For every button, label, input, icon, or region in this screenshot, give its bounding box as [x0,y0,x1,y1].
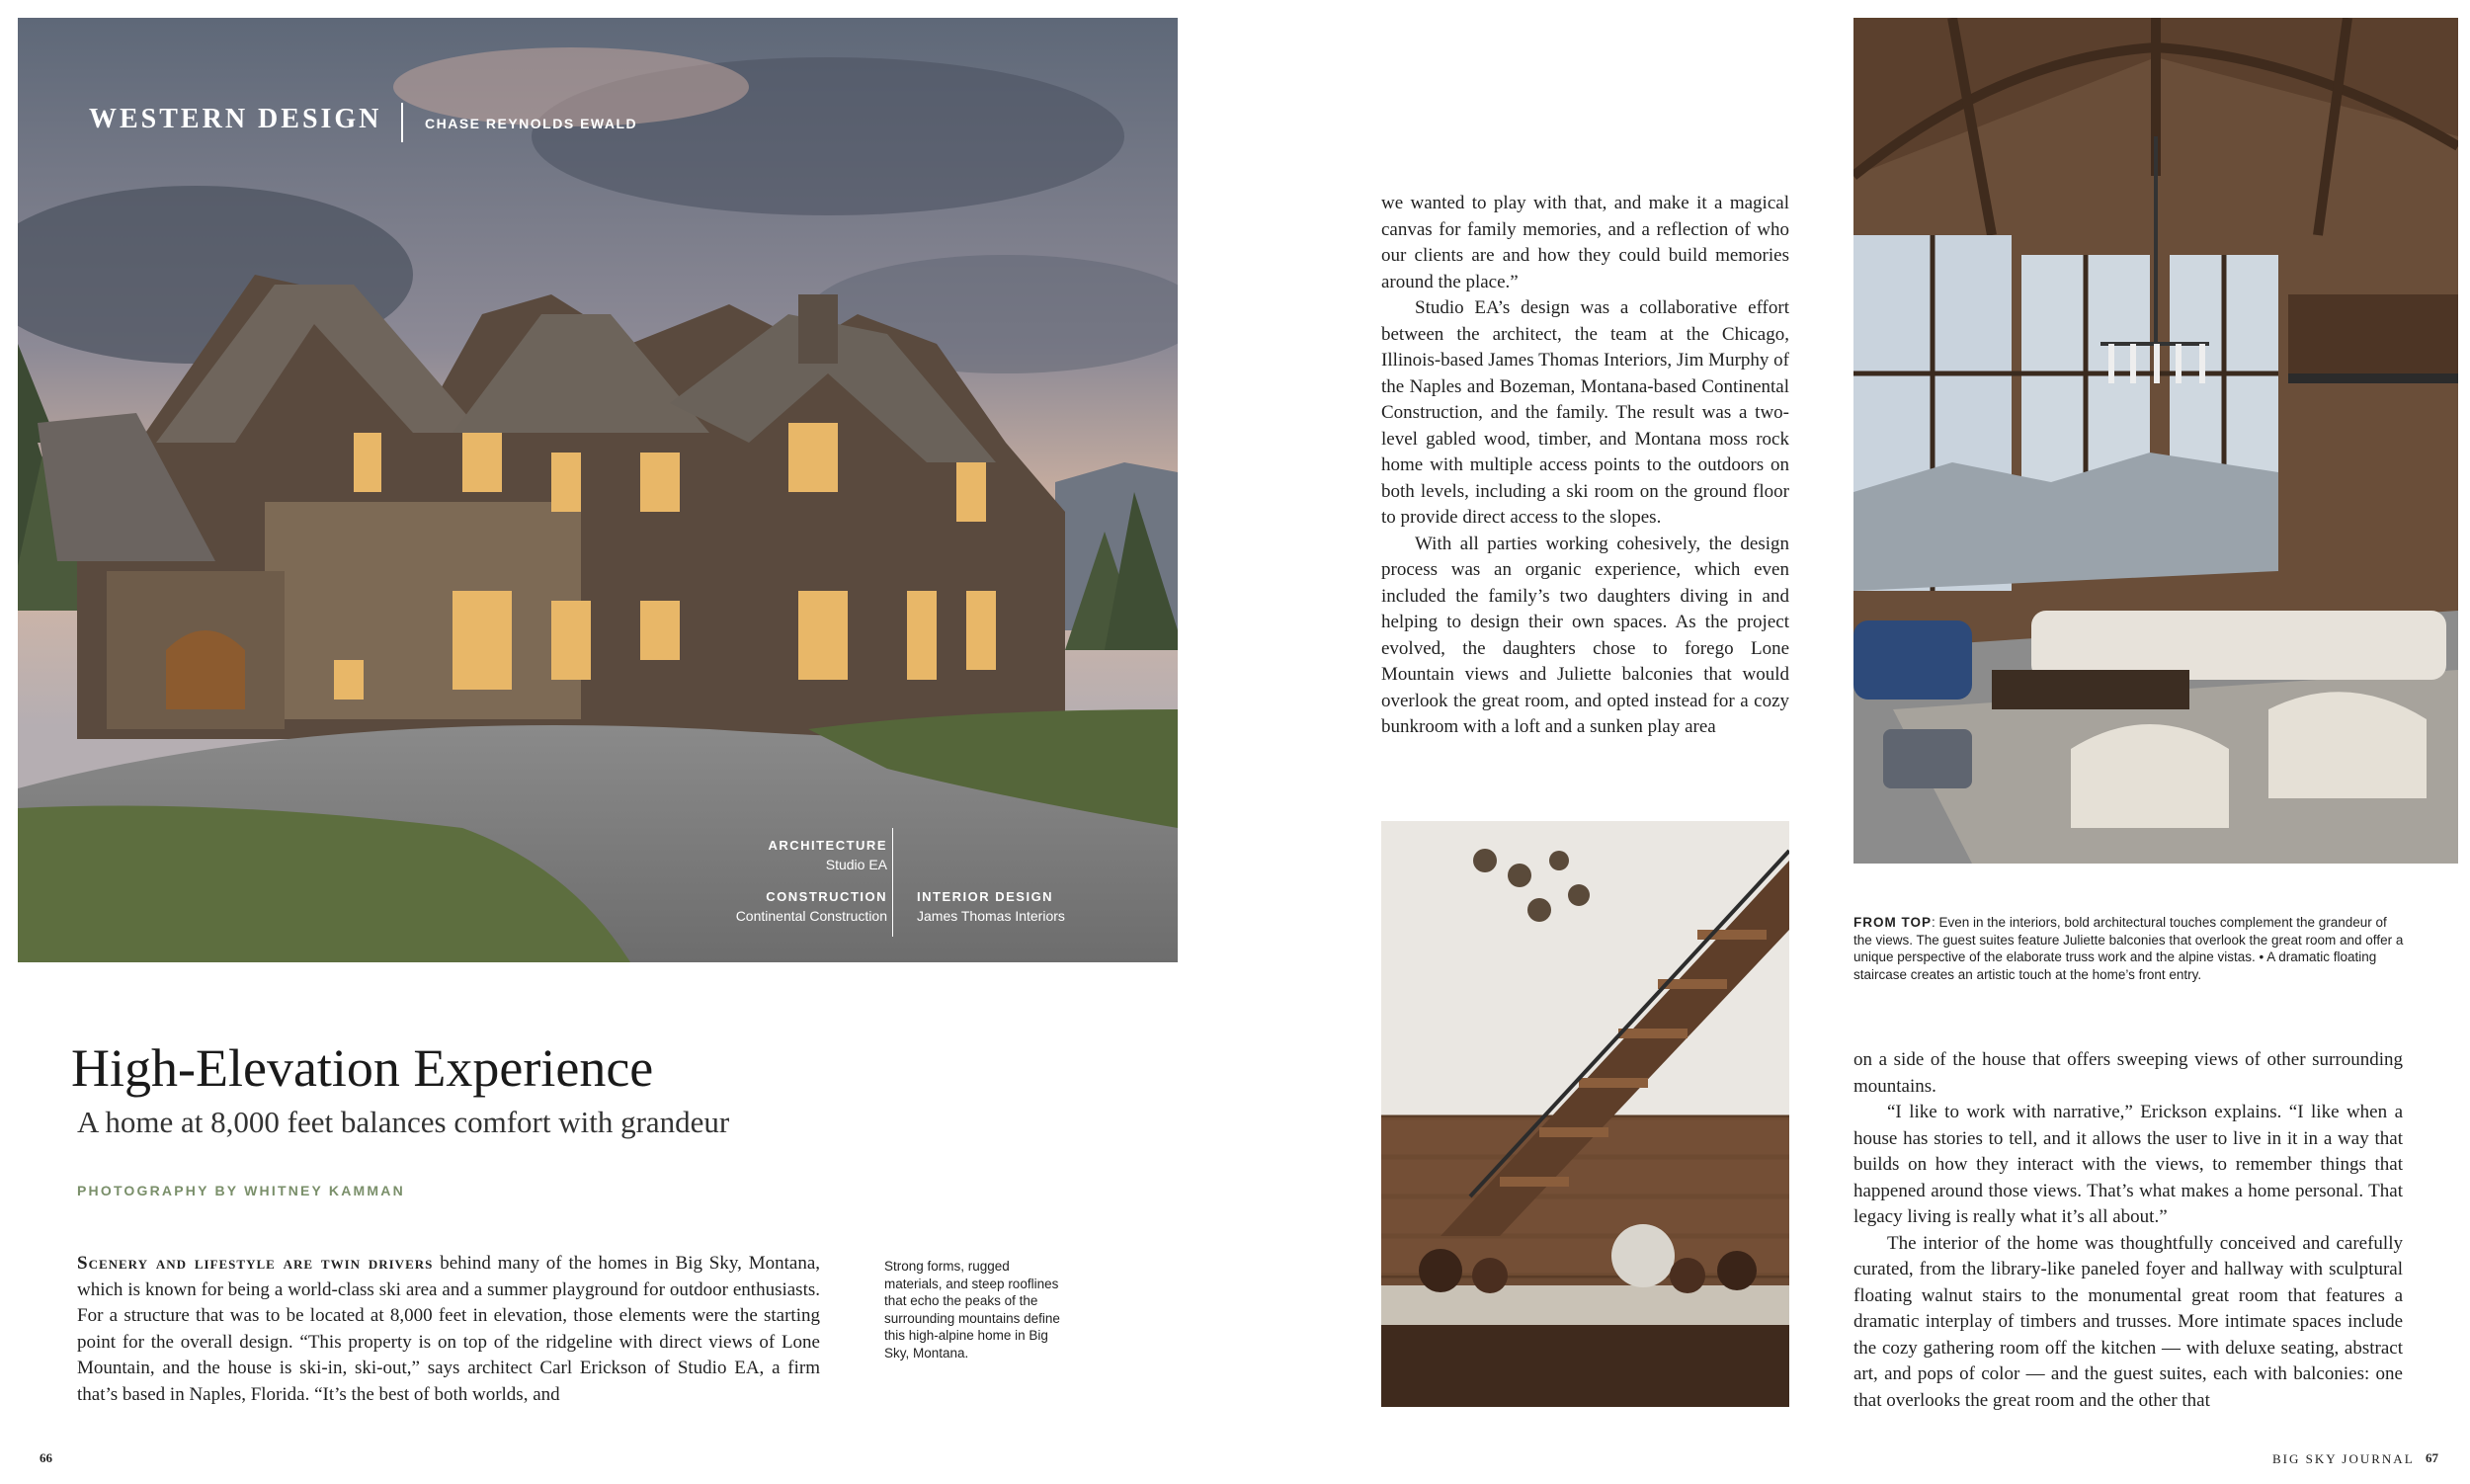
lead-in: Scenery and lifestyle are twin drivers [77,1253,434,1274]
article-title: High-Elevation Experience [71,1038,654,1098]
photo-credit: PHOTOGRAPHY BY WHITNEY KAMMAN [77,1183,405,1198]
col3-para-1: on a side of the house that offers sweeping views of other surrounding mountains. [1853,1049,2403,1097]
credit-architecture-label: ARCHITECTURE [768,838,887,853]
article-subtitle: A home at 8,000 feet balances comfort with grandeur [77,1105,730,1139]
caption-interiors-text: : Even in the interiors, bold architectural touches complement the grandeur of the views. The guest suites feature Juliette balconies that overlook the great room and offer a unique perspective of the elaborate truss work and the alpine vistas. • A dramatic floating staircase creates an artistic touch at the home’s front entry. [1853,915,2404,982]
author-byline: CHASE REYNOLDS EWALD [425,116,638,131]
caption-exterior: Strong forms, rugged materials, and steep rooflines that echo the peaks of the surrounding mountains define this high-alpine home in Big Sky, Montana. [884,1259,1060,1360]
exterior-home-photo [18,18,1178,962]
credits-block [632,828,1186,939]
col2-para-2: Studio EA’s design was a collaborative effort between the architect, the team at the Chicago, Illinois-based James Thomas Interiors, Jim Murphy of the Naples and Bozeman, Montana-based Continental Construction, and the family. The result was a two-level gabled wood, timber, and Montana moss rock home with multiple access points to the outdoors on both levels, including a ski room on the ground floor to provide direct access to the slopes. [1381,297,1789,528]
credit-interior-label: INTERIOR DESIGN [917,889,1054,904]
credit-construction-label: CONSTRUCTION [766,889,887,904]
credits-divider [892,828,893,937]
credit-interior-value: James Thomas Interiors [917,908,1065,924]
page-number-right: 67 [2426,1450,2438,1465]
caption-interiors-label: FROM TOP [1853,915,1933,930]
col2-para-3: With all parties working cohesively, the design process was an organic experience, which even included the family’s two daughters diving in and helping to design their own spaces. As the project evolved, the daughters chose to forego Lone Mountain views and Juliette balconies that would overlook the great room, and opted instead for a cozy bunkroom with a loft and a sunken play area [1381,533,1789,737]
running-footer-publication: BIG SKY JOURNAL [2272,1451,2415,1466]
great-room-photo [1853,18,2458,864]
body-column-2 [1381,191,1789,741]
section-title: WESTERN DESIGN [89,104,382,134]
body-col1-text: behind many of the homes in Big Sky, Montana, which is known for being a world-class ski area and a summer playground for outdoor enthusiasts. For a structure that was to be located at 8,000 feet in elevation, those elements were the starting point for the overall design. “This property is on top of the ridgeline with direct views of Lone Mountain, and the house is ski-in, ski-out,” says architect Carl Erickson of Studio EA, a firm that’s based in Naples, Florida. “It’s the best of both worlds, and [77,1253,820,1405]
caption-interiors [1853,914,2407,983]
body-column-3 [1853,1047,2403,1414]
staircase-photo [1381,821,1789,1407]
section-divider [401,103,403,142]
body-column-1 [77,1251,820,1408]
col2-para-1: we wanted to play with that, and make it a magical canvas for family memories, and a reflection of who our clients are and how they could build memories around the place.” [1381,193,1789,292]
col3-para-3: The interior of the home was thoughtfully conceived and carefully curated, from the library-like paneled foyer and hallway with sculptural floating walnut stairs to the monumental great room that features a dramatic interplay of timbers and trusses. More intimate spaces include the cozy gathering room off the kitchen — with deluxe seating, abstract art, and pops of color — and the guest suites, each with balconies: one that overlooks the great room and the other that [1853,1232,2403,1411]
page-number-left: 66 [40,1450,52,1465]
credit-construction-value: Continental Construction [735,908,887,924]
col3-para-2: “I like to work with narrative,” Erickson explains. “I like when a house has stories to tell, and it allows the user to live in it in a way that builds on how they interact with the views, to remember things that happened around those views. That’s what makes a home personal. That legacy living is really what it’s all about.” [1853,1102,2403,1227]
credit-architecture-value: Studio EA [825,857,887,872]
